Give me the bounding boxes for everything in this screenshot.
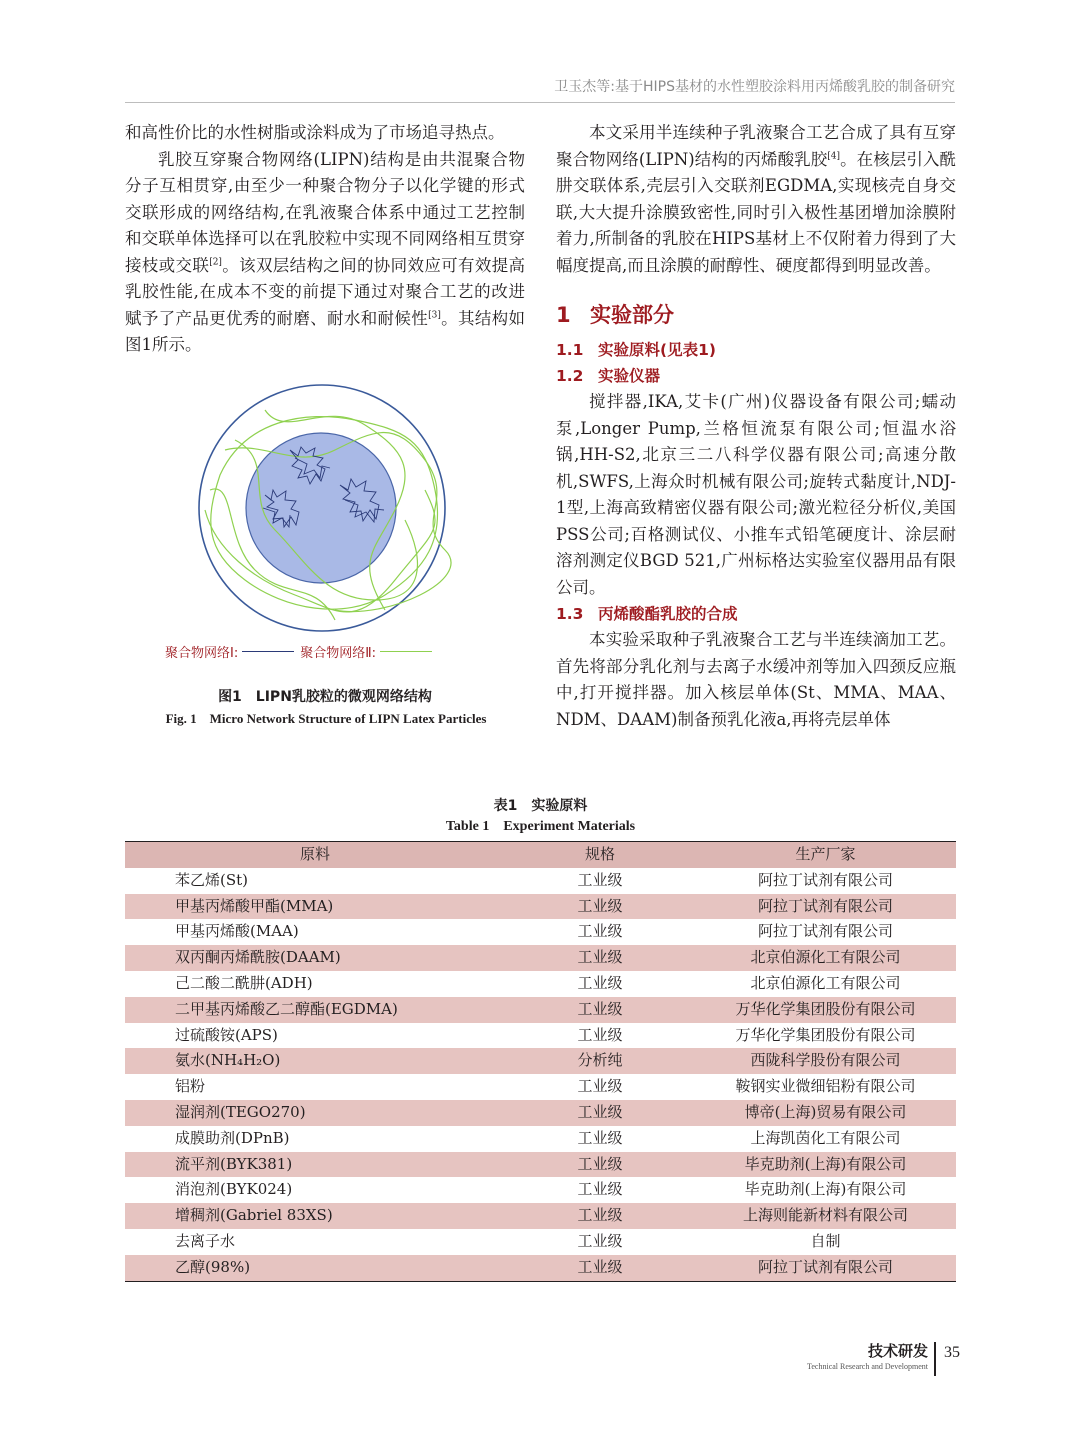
table-row bbox=[125, 1152, 956, 1178]
cell-manufacturer: 万华化学集团股份有限公司 bbox=[735, 999, 916, 1018]
right-column bbox=[556, 120, 956, 733]
cell-material: 双丙酮丙烯酰胺(DAAM) bbox=[175, 948, 341, 967]
paragraph-synthesis: 本实验采取种子乳液聚合工艺与半连续滴加工艺。首先将部分乳化剂与去离子水缓冲剂等加入四颈反应瓶中,打开搅拌器。加入核层单体(St、MMA、MAA、NDM、DAAM)制备预乳化液a,再将壳层单体 bbox=[556, 630, 956, 729]
cell-material: 苯乙烯(St) bbox=[175, 870, 249, 889]
table-row bbox=[125, 1177, 956, 1203]
figure-legend bbox=[165, 642, 525, 661]
cell-grade: 工业级 bbox=[577, 973, 623, 992]
cell-grade: 分析纯 bbox=[577, 1051, 623, 1070]
table-header-row bbox=[125, 842, 956, 868]
cell-grade: 工业级 bbox=[577, 1077, 623, 1096]
cell-grade: 工业级 bbox=[577, 922, 623, 941]
cell-material: 成膜助剂(DPnB) bbox=[175, 1128, 290, 1147]
cell-manufacturer: 北京伯源化工有限公司 bbox=[750, 948, 901, 967]
paragraph-text: 本文采用半连续种子乳液聚合工艺合成了具有互穿聚合物网络(LIPN)结构的丙烯酸乳胶 bbox=[556, 123, 956, 169]
cell-grade: 工业级 bbox=[577, 948, 623, 967]
cell-manufacturer: 阿拉丁试剂有限公司 bbox=[757, 1257, 893, 1276]
table-row bbox=[125, 1255, 956, 1281]
cell-grade: 工业级 bbox=[577, 1102, 623, 1121]
table-1 bbox=[125, 796, 956, 1282]
cell-material: 乙醇(98%) bbox=[175, 1257, 251, 1276]
cell-grade: 工业级 bbox=[577, 999, 623, 1018]
cell-grade: 工业级 bbox=[577, 896, 623, 915]
paragraph-intro bbox=[556, 120, 956, 279]
figure-caption-en: Fig. 1 Micro Network Structure of LIPN Latex Particles bbox=[165, 711, 487, 726]
cell-material: 甲基丙烯酸甲酯(MMA) bbox=[175, 896, 334, 915]
cell-material: 二甲基丙烯酸乙二醇酯(EGDMA) bbox=[175, 999, 398, 1018]
table-row bbox=[125, 1023, 956, 1049]
figure-caption-cn: 图1 LIPN乳胶粒的微观网络结构 bbox=[218, 689, 432, 705]
table-row bbox=[125, 1229, 956, 1255]
materials-table bbox=[125, 841, 956, 1282]
table-row bbox=[125, 1203, 956, 1229]
section-number: 1.3 bbox=[556, 605, 584, 623]
cell-material: 流平剂(BYK381) bbox=[175, 1154, 293, 1173]
paragraph-text: 。该双层结构之间的协同效应可有效提高乳胶性能,在成本不变的前提下通过对聚合工艺的改进赋予了产品更优秀的耐磨、耐水和耐候性 bbox=[125, 255, 526, 328]
section-title: 实验原料(见表1) bbox=[598, 341, 716, 359]
paragraph-instruments: 搅拌器,IKA,艾卡(广州)仪器设备有限公司;蠕动泵,Longer Pump,兰格恒流泵有限公司;恒温水浴锅,HH-S2,北京三二八科学仪器有限公司;高速分散机,SWFS,上海众时机械有限公司;旋转式黏度计,NDJ-1型,上海高致精密仪器有限公司;激光粒径分析仪,美国PSS公司;百格测试仪、小推车式铅笔硬度计、涂层耐溶剂测定仪BGD 521,广州标格达实验室仪器用品有限公司。 bbox=[556, 392, 956, 597]
table-caption-cn: 表1 实验原料 bbox=[493, 798, 588, 814]
cell-manufacturer: 阿拉丁试剂有限公司 bbox=[757, 870, 893, 889]
cell-grade: 工业级 bbox=[577, 1128, 623, 1147]
legend-network-ii-swatch bbox=[380, 651, 432, 652]
legend-network-i-swatch bbox=[242, 651, 294, 652]
cell-grade: 工业级 bbox=[577, 1025, 623, 1044]
page-footer bbox=[760, 1340, 960, 1380]
cell-manufacturer: 上海则能新材料有限公司 bbox=[742, 1206, 908, 1225]
section-title: 实验仪器 bbox=[598, 367, 661, 385]
table-row bbox=[125, 971, 956, 997]
cell-material: 铝粉 bbox=[175, 1077, 206, 1096]
legend-network-i-label: 聚合物网络Ⅰ: bbox=[165, 646, 239, 661]
cell-material: 甲基丙烯酸(MAA) bbox=[175, 922, 299, 941]
citation: [3] bbox=[428, 310, 441, 320]
table-row bbox=[125, 1048, 956, 1074]
cell-manufacturer: 博帝(上海)贸易有限公司 bbox=[744, 1102, 907, 1121]
cell-manufacturer: 阿拉丁试剂有限公司 bbox=[757, 896, 893, 915]
cell-grade: 工业级 bbox=[577, 870, 623, 889]
cell-manufacturer: 毕克助剂(上海)有限公司 bbox=[744, 1154, 907, 1173]
table-row bbox=[125, 1074, 956, 1100]
cell-material: 氨水(NH₄H₂O) bbox=[175, 1051, 281, 1070]
footer-section-en: Technical Research and Development bbox=[807, 1362, 928, 1371]
cell-grade: 工业级 bbox=[577, 1154, 623, 1173]
cell-grade: 工业级 bbox=[577, 1257, 623, 1276]
cell-material: 去离子水 bbox=[175, 1231, 236, 1250]
footer-section-cn: 技术研发 bbox=[867, 1342, 928, 1360]
column-header-grade: 规格 bbox=[584, 845, 615, 863]
cell-manufacturer: 西陇科学股份有限公司 bbox=[750, 1051, 901, 1070]
cell-manufacturer: 自制 bbox=[810, 1231, 841, 1250]
figure-1 bbox=[125, 380, 525, 730]
table-row bbox=[125, 1126, 956, 1152]
table-row bbox=[125, 894, 956, 920]
lipn-particle-diagram bbox=[125, 380, 525, 640]
cell-material: 消泡剂(BYK024) bbox=[175, 1180, 293, 1199]
cell-grade: 工业级 bbox=[577, 1180, 623, 1199]
table-caption-en: Table 1 Experiment Materials bbox=[445, 819, 636, 834]
paragraph-text: 。在核层引入酰肼交联体系,壳层引入交联剂EGDMA,实现核壳自身交联,大大提升涂膜致密性,同时引入极性基团增加涂膜附着力,所制备的乳胶在HIPS基材上不仅附着力得到了大幅度提高,而且涂膜的耐醇性、硬度都得到明显改善。 bbox=[556, 149, 957, 275]
section-title: 实验部分 bbox=[590, 303, 674, 327]
cell-grade: 工业级 bbox=[577, 1231, 623, 1250]
cell-manufacturer: 万华化学集团股份有限公司 bbox=[735, 1025, 916, 1044]
citation: [4] bbox=[827, 151, 841, 161]
section-heading-1 bbox=[556, 299, 956, 329]
section-heading-1-2 bbox=[556, 363, 956, 389]
cell-material: 增稠剂(Gabriel 83XS) bbox=[175, 1206, 333, 1225]
section-number: 1 bbox=[556, 303, 571, 327]
cell-manufacturer: 北京伯源化工有限公司 bbox=[750, 973, 901, 992]
legend-network-ii-label: 聚合物网络Ⅱ: bbox=[300, 646, 376, 661]
citation: [2] bbox=[209, 257, 222, 267]
cell-material: 己二酸二酰肼(ADH) bbox=[175, 973, 313, 992]
section-heading-1-1 bbox=[556, 337, 956, 363]
paragraph-market bbox=[125, 120, 525, 147]
section-number: 1.2 bbox=[556, 367, 584, 385]
section-heading-1-3 bbox=[556, 601, 956, 627]
section-title: 丙烯酸酯乳胶的合成 bbox=[598, 605, 738, 623]
footer-divider bbox=[934, 1342, 936, 1376]
left-column bbox=[125, 120, 525, 359]
cell-manufacturer: 鞍钢实业微细铝粉有限公司 bbox=[735, 1077, 916, 1096]
cell-material: 湿润剂(TEGO270) bbox=[175, 1102, 306, 1121]
running-header bbox=[125, 76, 955, 103]
section-number: 1.1 bbox=[556, 341, 584, 359]
table-row bbox=[125, 945, 956, 971]
paragraph-text: 乳胶互穿聚合物网络(LIPN)结构是由共混聚合物分子互相贯穿,由至少一种聚合物分子以化学键的形式交联形成的网络结构,在乳液聚合体系中通过工艺控制和交联单体选择可以在乳胶粒中实现不同网络相互贯穿接枝或交联 bbox=[125, 149, 525, 275]
page-number: 35 bbox=[944, 1344, 960, 1361]
running-title: 卫玉杰等:基于HIPS基材的水性塑胶涂料用丙烯酸乳胶的制备研究 bbox=[554, 79, 955, 95]
table-row bbox=[125, 997, 956, 1023]
cell-manufacturer: 阿拉丁试剂有限公司 bbox=[757, 922, 893, 941]
cell-manufacturer: 上海凯茵化工有限公司 bbox=[750, 1128, 901, 1147]
table-row bbox=[125, 868, 956, 894]
paragraph-text: 。其结构如图1所示。 bbox=[125, 308, 526, 354]
cell-grade: 工业级 bbox=[577, 1206, 623, 1225]
column-header-manufacturer: 生产厂家 bbox=[795, 845, 856, 863]
cell-material: 过硫酸铵(APS) bbox=[175, 1025, 278, 1044]
paragraph-lipn bbox=[125, 147, 525, 359]
column-header-material: 原料 bbox=[299, 845, 330, 863]
cell-manufacturer: 毕克助剂(上海)有限公司 bbox=[744, 1180, 907, 1199]
table-row bbox=[125, 1100, 956, 1126]
table-row bbox=[125, 919, 956, 945]
paragraph-text: 和高性价比的水性树脂或涂料成为了市场追寻热点。 bbox=[125, 123, 505, 142]
